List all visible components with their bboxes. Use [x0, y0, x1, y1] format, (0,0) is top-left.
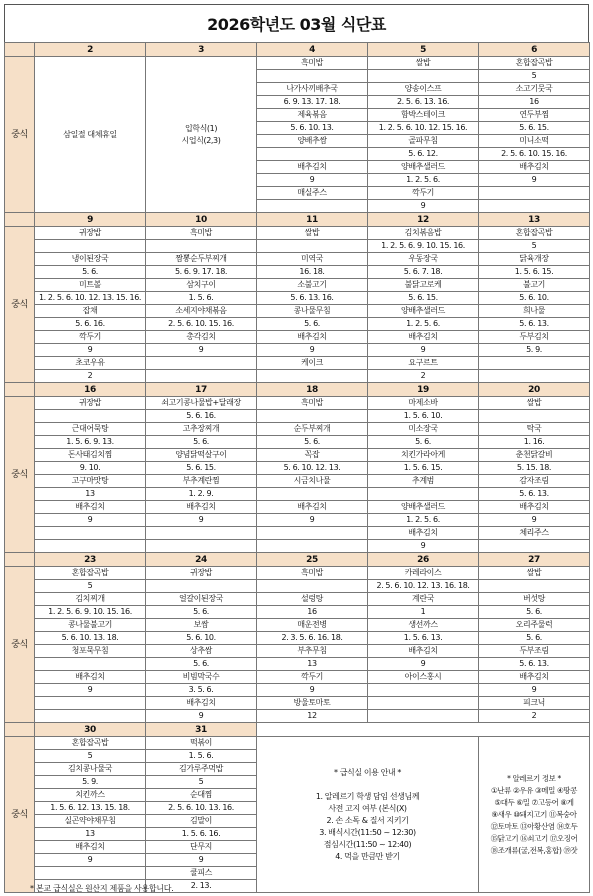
menu-item: 치킨가라아게: [368, 449, 479, 462]
allergy-codes: 9: [35, 854, 146, 867]
allergy-codes: [35, 658, 146, 671]
allergy-codes: 5. 6. 13.: [479, 318, 590, 331]
menu-item: 비빔막국수: [146, 671, 257, 684]
menu-item: 닭육개장: [479, 253, 590, 266]
day-header: [368, 723, 479, 737]
header-corner: [5, 213, 35, 227]
menu-item: 보쌈: [146, 619, 257, 632]
allergy-codes: 5. 6.: [146, 606, 257, 619]
allergy-codes: 2: [479, 710, 590, 723]
menu-item: 소불고기: [257, 279, 368, 292]
allergy-codes: [479, 540, 590, 553]
allergy-codes: [35, 240, 146, 253]
allergy-codes: 5. 9.: [479, 344, 590, 357]
allergy-codes: 1. 5. 6. 15.: [479, 266, 590, 279]
allergy-codes: 1. 5. 6.: [146, 292, 257, 305]
allergy-codes: 1. 2. 5. 6.: [368, 318, 479, 331]
page-title: 2026학년도 03월 식단표: [4, 4, 589, 42]
allergy-codes: 9: [257, 174, 368, 187]
menu-item: 미소장국: [368, 423, 479, 436]
allergy-codes: 5. 6. 13. 16.: [257, 292, 368, 305]
menu-item: 골파무침: [368, 135, 479, 148]
menu-item: 체리주스: [479, 527, 590, 540]
menu-item: 양배추쌈: [257, 135, 368, 148]
allergy-codes: 1. 5. 6. 13.: [368, 632, 479, 645]
menu-item: 콩나물무침: [257, 305, 368, 318]
allergy-codes: 1. 5. 6. 9. 13.: [35, 436, 146, 449]
day-header: 30: [35, 723, 146, 737]
menu-item: 김치찌개: [35, 593, 146, 606]
allergy-codes: [368, 710, 479, 723]
menu-item: [146, 357, 257, 370]
menu-item: 순두부찌개: [257, 423, 368, 436]
menu-item: 콩나물불고기: [35, 619, 146, 632]
allergy-codes: [35, 710, 146, 723]
menu-item: 쌀밥: [368, 57, 479, 70]
allergy-codes: 5. 6. 15.: [479, 122, 590, 135]
menu-item: 아이스홍시: [368, 671, 479, 684]
allergy-codes: 5: [35, 750, 146, 763]
menu-item: 배추김치: [368, 527, 479, 540]
menu-item: 배추김치: [368, 645, 479, 658]
menu-item: 배추김치: [146, 697, 257, 710]
allergy-codes: 1. 2. 5. 6. 10. 12. 15. 16.: [368, 122, 479, 135]
allergy-codes: 9. 10.: [35, 462, 146, 475]
allergy-codes: 5. 6. 10. 12. 13.: [257, 462, 368, 475]
menu-item: 배추김치: [257, 161, 368, 174]
menu-item: [479, 357, 590, 370]
allergy-codes: 6. 9. 13. 17. 18.: [257, 96, 368, 109]
meal-label: 중식: [5, 57, 35, 213]
cafeteria-notice: * 급식실 이용 안내 * 1. 알레르기 학생 담임 선생님께 사전 고지 여부 (본식(X) 2. 손 소독 & 질서 지키기 3. 배식시간(11:50 ~ 12:30) 점심시간(11:50 ~ 12:40) 4. 먹을 만큼만 받기: [257, 737, 479, 893]
day-header: 13: [479, 213, 590, 227]
meal-label: 중식: [5, 397, 35, 553]
day-header: 27: [479, 553, 590, 567]
menu-item: 미역국: [257, 253, 368, 266]
allergy-codes: 1. 5. 6.: [146, 750, 257, 763]
day-header: 19: [368, 383, 479, 397]
menu-item: 양념닭떡살구이: [146, 449, 257, 462]
allergy-codes: 13: [35, 828, 146, 841]
allergy-codes: [35, 410, 146, 423]
header-corner: [5, 383, 35, 397]
menu-item: 순대찜: [146, 789, 257, 802]
meal-label: 중식: [5, 227, 35, 383]
menu-item: 요구르트: [368, 357, 479, 370]
menu-item: 김가루주먹밥: [146, 763, 257, 776]
meal-label: 중식: [5, 737, 35, 893]
allergy-codes: [146, 240, 257, 253]
menu-item: 미니소떡: [479, 135, 590, 148]
menu-item: 방울토마토: [257, 697, 368, 710]
menu-item: [257, 527, 368, 540]
allergy-codes: 13: [35, 488, 146, 501]
allergy-codes: 5. 6.: [146, 436, 257, 449]
allergy-codes: 9: [479, 684, 590, 697]
menu-item: 얼갈이된장국: [146, 593, 257, 606]
menu-item: 귀장밥: [146, 567, 257, 580]
allergy-codes: 2. 5. 6. 13. 16.: [368, 96, 479, 109]
menu-item: 버섯탕: [479, 593, 590, 606]
menu-item: 혼합잡곡밥: [35, 567, 146, 580]
allergy-codes: 1: [368, 606, 479, 619]
menu-item: 나가사끼배추국: [257, 83, 368, 96]
allergy-codes: 5. 6.: [35, 266, 146, 279]
menu-item: 계란국: [368, 593, 479, 606]
allergy-codes: 9: [368, 658, 479, 671]
menu-item: 부추계란찜: [146, 475, 257, 488]
menu-item: 혼합잡곡밥: [479, 227, 590, 240]
allergy-codes: 5. 6. 16.: [35, 318, 146, 331]
menu-item: 함박스테이크: [368, 109, 479, 122]
allergy-codes: [257, 370, 368, 383]
menu-item: 양배추샐러드: [368, 305, 479, 318]
header-corner: [5, 723, 35, 737]
allergy-codes: 2. 13.: [146, 880, 257, 893]
menu-item: 두부김치: [479, 331, 590, 344]
header-corner: [5, 553, 35, 567]
menu-item: 케이크: [257, 357, 368, 370]
menu-item: 김치콩나물국: [35, 763, 146, 776]
allergy-codes: 9: [146, 514, 257, 527]
menu-item: 탁국: [479, 423, 590, 436]
menu-item: 꼭잡: [257, 449, 368, 462]
menu-item: [35, 867, 146, 880]
allergy-codes: 1. 2. 9.: [146, 488, 257, 501]
day-header: 5: [368, 43, 479, 57]
allergy-codes: 5: [479, 240, 590, 253]
allergy-codes: 1. 2. 5. 6.: [368, 514, 479, 527]
day-header: 24: [146, 553, 257, 567]
allergy-codes: [257, 240, 368, 253]
allergy-codes: [257, 200, 368, 213]
allergy-codes: 5. 6. 13.: [479, 488, 590, 501]
day-header: 10: [146, 213, 257, 227]
allergy-codes: 5. 6. 16.: [146, 410, 257, 423]
menu-item: 깍두기: [257, 671, 368, 684]
menu-item: 설렁탕: [257, 593, 368, 606]
allergy-codes: 1. 5. 6. 16.: [146, 828, 257, 841]
menu-item: 근대어묵탕: [35, 423, 146, 436]
menu-item: 추계범: [368, 475, 479, 488]
allergy-codes: 5. 6. 13.: [479, 658, 590, 671]
menu-item: 마제소바: [368, 397, 479, 410]
menu-item: 배추김치: [479, 501, 590, 514]
menu-item: 우동장국: [368, 253, 479, 266]
menu-item: 흑미밥: [257, 567, 368, 580]
menu-item: 미트볼: [35, 279, 146, 292]
menu-item: [35, 527, 146, 540]
allergy-codes: [257, 580, 368, 593]
menu-item: 귀장밥: [35, 397, 146, 410]
menu-item: 혼합잡곡밥: [35, 737, 146, 750]
allergy-codes: 9: [368, 200, 479, 213]
menu-item: 배추김치: [257, 331, 368, 344]
menu-item: 흑미밥: [257, 57, 368, 70]
menu-item: 쌀밥: [257, 227, 368, 240]
allergy-codes: 5. 15. 18.: [479, 462, 590, 475]
allergy-codes: 9: [257, 514, 368, 527]
meal-label: 중식: [5, 567, 35, 723]
allergy-codes: 5. 6. 15.: [146, 462, 257, 475]
menu-item: 단무지: [146, 841, 257, 854]
allergy-codes: 9: [257, 344, 368, 357]
allergy-codes: [257, 70, 368, 83]
day-header: 26: [368, 553, 479, 567]
allergy-codes: 5: [35, 580, 146, 593]
allergy-codes: 9: [368, 344, 479, 357]
allergy-codes: [257, 148, 368, 161]
allergy-codes: 1. 2. 5. 6. 9. 10. 15. 16.: [35, 606, 146, 619]
menu-item: 불닭고로케: [368, 279, 479, 292]
allergy-info: * 알레르기 정보 * ①난류 ②우유 ③메밀 ④땅콩 ⑤대두 ⑥밀 ⑦고등어 ⑧게 ⑨새우 ⑩돼지고기 ⑪복숭아 ⑫토마토 ⑬아황산염 ⑭호두 ⑮닭고기 ⑯쇠고기 ⑰오징어 ⑱조개류(굴,전복,홍합) ⑲잣: [479, 737, 590, 893]
menu-item: 청포묵무침: [35, 645, 146, 658]
menu-item: 짬뽕순두부찌개: [146, 253, 257, 266]
allergy-codes: 5. 6. 12.: [368, 148, 479, 161]
menu-item: 제육볶음: [257, 109, 368, 122]
menu-item: 배추김치: [479, 161, 590, 174]
menu-item: 배추김치: [35, 841, 146, 854]
allergy-codes: 2. 5. 6. 10. 15. 16.: [146, 318, 257, 331]
allergy-codes: [257, 410, 368, 423]
menu-item: 소세지야채볶음: [146, 305, 257, 318]
allergy-codes: 9: [368, 540, 479, 553]
menu-item: 귀장밥: [35, 227, 146, 240]
allergy-codes: 16: [257, 606, 368, 619]
allergy-codes: 13: [257, 658, 368, 671]
menu-table: [4, 42, 590, 893]
menu-item: 총각김치: [146, 331, 257, 344]
day-header: 16: [35, 383, 146, 397]
footnote: * 본교 급식실은 원산지 제품을 사용합니다.: [30, 884, 174, 893]
allergy-codes: [146, 370, 257, 383]
menu-item: 시금치나물: [257, 475, 368, 488]
menu-item: 카레라이스: [368, 567, 479, 580]
allergy-codes: 5: [479, 70, 590, 83]
menu-item: 삼치구이: [146, 279, 257, 292]
menu-item: 떡볶이: [146, 737, 257, 750]
day-header: [257, 723, 368, 737]
menu-item: 초코우유: [35, 357, 146, 370]
allergy-codes: 5. 6.: [146, 658, 257, 671]
allergy-codes: 16: [479, 96, 590, 109]
menu-item: 춘천닭갈비: [479, 449, 590, 462]
allergy-codes: 5. 6. 9. 17. 18.: [146, 266, 257, 279]
day-header: 3: [146, 43, 257, 57]
allergy-codes: 5. 6.: [257, 318, 368, 331]
allergy-codes: 9: [35, 514, 146, 527]
allergy-codes: 2. 5. 6. 10. 13. 16.: [146, 802, 257, 815]
menu-item: 배추김치: [35, 671, 146, 684]
holiday-note: 삼일절 대체휴일: [35, 57, 146, 213]
allergy-codes: 5. 6.: [479, 632, 590, 645]
menu-item: 희나물: [479, 305, 590, 318]
allergy-codes: 5. 6.: [479, 606, 590, 619]
allergy-codes: 2. 3. 5. 6. 16. 18.: [257, 632, 368, 645]
allergy-codes: [479, 410, 590, 423]
menu-item: 쇠고기콩나물밥+달래장: [146, 397, 257, 410]
allergy-codes: 9: [257, 684, 368, 697]
allergy-codes: [257, 540, 368, 553]
menu-item: 혼합잡곡밥: [479, 57, 590, 70]
menu-item: 깍두기: [35, 331, 146, 344]
menu-item: 쌀밥: [479, 567, 590, 580]
menu-item: 불고기: [479, 279, 590, 292]
menu-item: 실곤약야채무침: [35, 815, 146, 828]
menu-item: 배추김치: [368, 331, 479, 344]
menu-item: 고구마맛탕: [35, 475, 146, 488]
allergy-codes: 5. 6. 10. 13.: [257, 122, 368, 135]
menu-item: 매실주스: [257, 187, 368, 200]
holiday-note: 입학식(1) 시업식(2,3): [146, 57, 257, 213]
header-corner: [5, 43, 35, 57]
allergy-codes: 9: [35, 684, 146, 697]
allergy-codes: [479, 200, 590, 213]
menu-item: 치킨까스: [35, 789, 146, 802]
allergy-codes: 2. 5. 6. 10. 15. 16.: [479, 148, 590, 161]
menu-item: 부추무침: [257, 645, 368, 658]
day-header: 4: [257, 43, 368, 57]
day-header: 12: [368, 213, 479, 227]
allergy-codes: 9: [146, 344, 257, 357]
allergy-codes: 5. 6.: [257, 436, 368, 449]
allergy-codes: [368, 684, 479, 697]
day-header: 25: [257, 553, 368, 567]
menu-item: 고추장찌개: [146, 423, 257, 436]
day-header: 6: [479, 43, 590, 57]
allergy-codes: 9: [146, 854, 257, 867]
allergy-codes: [146, 580, 257, 593]
menu-item: 상추쌈: [146, 645, 257, 658]
day-header: 31: [146, 723, 257, 737]
menu-item: 양송이스프: [368, 83, 479, 96]
allergy-codes: [479, 370, 590, 383]
menu-item: 배추김치: [479, 671, 590, 684]
menu-item: 매운전병: [257, 619, 368, 632]
allergy-codes: 2: [35, 370, 146, 383]
menu-item: 잡채: [35, 305, 146, 318]
allergy-codes: 5. 6.: [368, 436, 479, 449]
menu-item: 연두부찜: [479, 109, 590, 122]
allergy-codes: 5. 6. 10. 13. 18.: [35, 632, 146, 645]
allergy-codes: 5. 6. 10.: [146, 632, 257, 645]
menu-item: 배추김치: [35, 501, 146, 514]
allergy-codes: 1. 2. 5. 6. 10. 12. 13. 15. 16.: [35, 292, 146, 305]
menu-item: 오리주물럭: [479, 619, 590, 632]
menu-item: 배추김치: [257, 501, 368, 514]
menu-item: 생선까스: [368, 619, 479, 632]
allergy-codes: 12: [257, 710, 368, 723]
allergy-codes: 2. 5. 6. 10. 12. 13. 16. 18.: [368, 580, 479, 593]
day-header: 9: [35, 213, 146, 227]
allergy-codes: 2: [368, 370, 479, 383]
menu-item: [479, 187, 590, 200]
menu-item: 양배추샐러드: [368, 501, 479, 514]
allergy-codes: 5. 9.: [35, 776, 146, 789]
allergy-codes: 1. 5. 6. 12. 13. 15. 18.: [35, 802, 146, 815]
allergy-codes: [368, 70, 479, 83]
allergy-codes: 5: [146, 776, 257, 789]
menu-item: 돈사태김치찜: [35, 449, 146, 462]
menu-item: 피크닉: [479, 697, 590, 710]
menu-item: 냉이된장국: [35, 253, 146, 266]
menu-item: 두부조림: [479, 645, 590, 658]
allergy-codes: 16. 18.: [257, 266, 368, 279]
allergy-codes: 1. 2. 5. 6.: [368, 174, 479, 187]
allergy-codes: 1. 5. 6. 15.: [368, 462, 479, 475]
allergy-codes: 1. 16.: [479, 436, 590, 449]
allergy-codes: 1. 5. 6. 10.: [368, 410, 479, 423]
allergy-codes: [479, 580, 590, 593]
allergy-codes: [257, 488, 368, 501]
day-header: 17: [146, 383, 257, 397]
allergy-codes: [368, 488, 479, 501]
menu-item: [35, 697, 146, 710]
allergy-codes: 9: [146, 710, 257, 723]
allergy-codes: 1. 2. 5. 6. 9. 10. 15. 16.: [368, 240, 479, 253]
day-header: 2: [35, 43, 146, 57]
menu-item: 소고기뭇국: [479, 83, 590, 96]
allergy-codes: 9: [35, 344, 146, 357]
allergy-codes: 5. 6. 7. 18.: [368, 266, 479, 279]
day-header: 18: [257, 383, 368, 397]
allergy-codes: [146, 540, 257, 553]
menu-item: 김말이: [146, 815, 257, 828]
menu-item: 배추김치: [146, 501, 257, 514]
menu-item: 흑미밥: [257, 397, 368, 410]
allergy-codes: 9: [479, 514, 590, 527]
menu-item: 쿨피스: [146, 867, 257, 880]
allergy-codes: [35, 540, 146, 553]
allergy-codes: 3. 5. 6.: [146, 684, 257, 697]
day-header: 23: [35, 553, 146, 567]
menu-item: 감자조림: [479, 475, 590, 488]
menu-item: [368, 697, 479, 710]
menu-item: 흑미밥: [146, 227, 257, 240]
menu-item: 깍두기: [368, 187, 479, 200]
allergy-codes: 5. 6. 10.: [479, 292, 590, 305]
day-header: [479, 723, 590, 737]
allergy-codes: 5. 6. 15.: [368, 292, 479, 305]
menu-item: [146, 527, 257, 540]
menu-item: 양배추샐러드: [368, 161, 479, 174]
menu-item: 김치볶음밥: [368, 227, 479, 240]
allergy-codes: 9: [479, 174, 590, 187]
day-header: 11: [257, 213, 368, 227]
day-header: 20: [479, 383, 590, 397]
menu-item: 쌀밥: [479, 397, 590, 410]
